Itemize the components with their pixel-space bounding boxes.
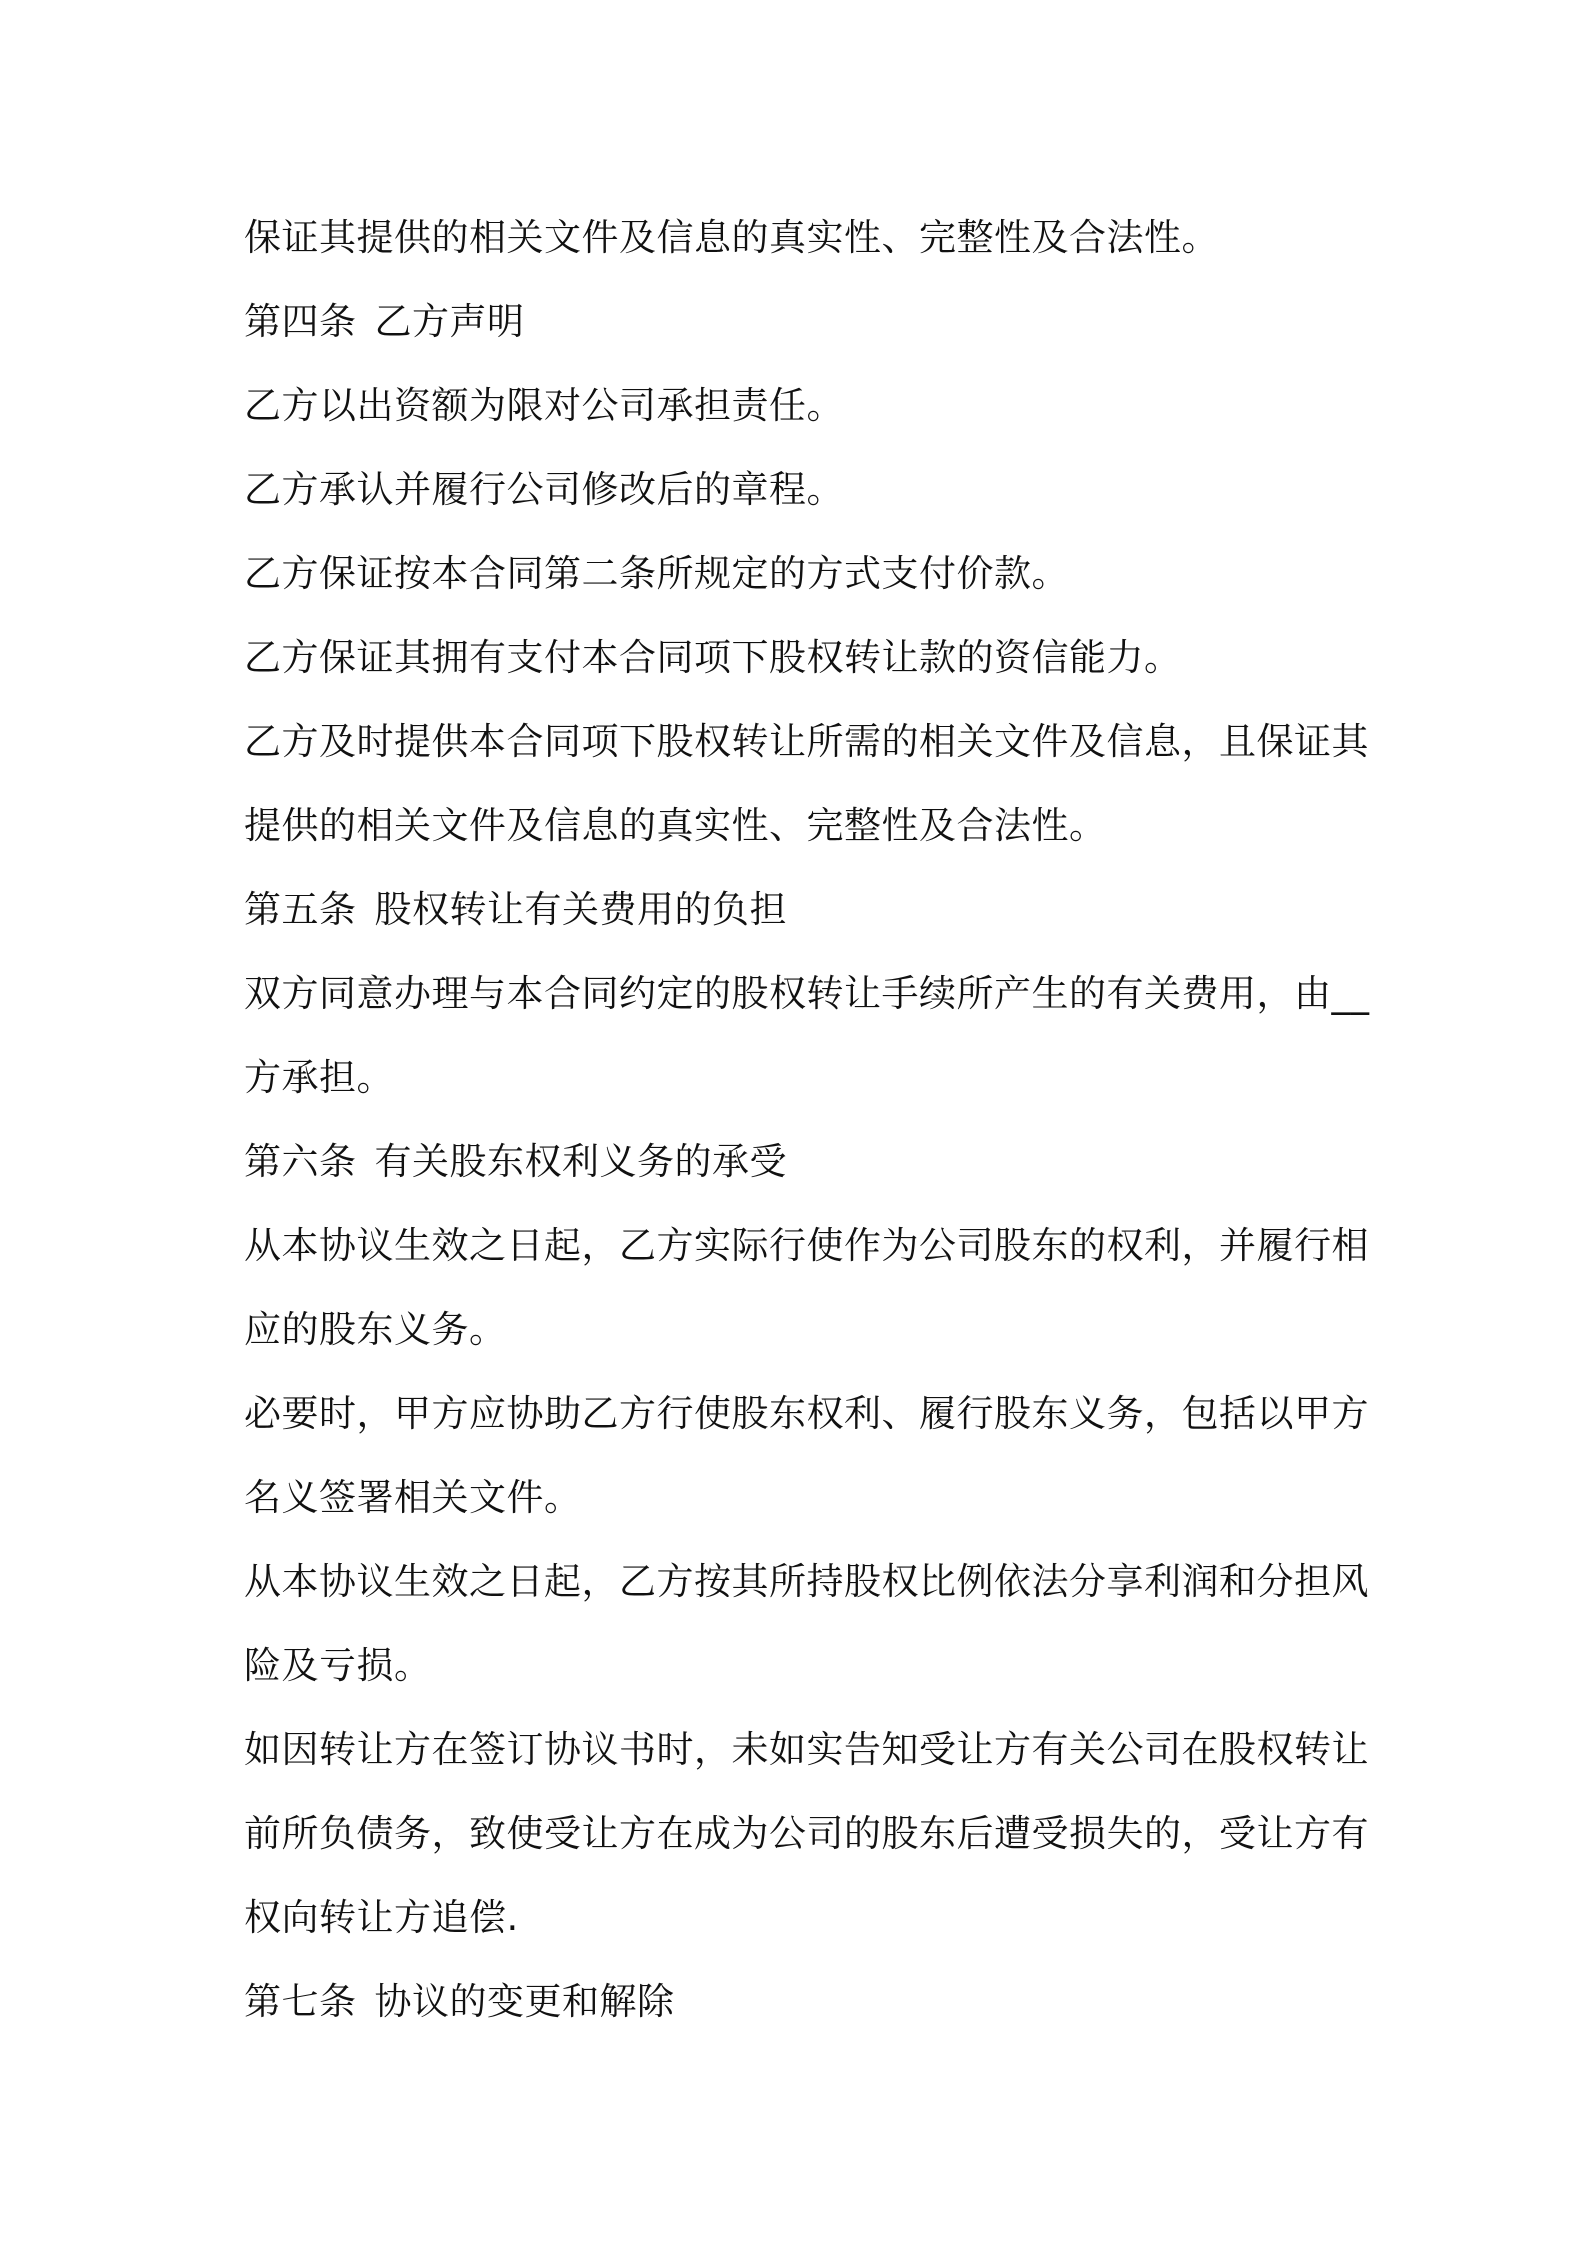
article-number: 第六条 <box>244 1140 357 1183</box>
article-heading <box>244 868 1364 952</box>
article-heading <box>244 1120 1364 1204</box>
paragraph-line: 提供的相关文件及信息的真实性、完整性及合法性。 <box>244 804 1107 847</box>
paragraph-line: 双方同意办理与本合同约定的股权转让手续所产生的有关费用，由__ <box>244 972 1370 1015</box>
article-title: 股权转让有关费用的负担 <box>374 888 787 931</box>
paragraph-line: 方承担。 <box>244 1056 394 1099</box>
article-heading <box>244 280 1364 364</box>
article-number: 第四条 <box>244 300 357 343</box>
paragraph-line: 必要时，甲方应协助乙方行使股东权利、履行股东义务，包括以甲方 <box>244 1392 1369 1435</box>
paragraph-line: 险及亏损。 <box>244 1644 432 1687</box>
document-body <box>244 196 1370 2044</box>
paragraph-line: 乙方承认并履行公司修改后的章程。 <box>244 468 844 511</box>
article-number: 第七条 <box>244 1980 357 2023</box>
paragraph-line: 从本协议生效之日起，乙方按其所持股权比例依法分享利润和分担风 <box>244 1560 1369 1603</box>
paragraph-line: 乙方以出资额为限对公司承担责任。 <box>244 384 844 427</box>
article-title: 协议的变更和解除 <box>374 1980 675 2023</box>
article-number: 第五条 <box>244 888 357 931</box>
article-title: 乙方声明 <box>374 300 525 343</box>
paragraph-line: 从本协议生效之日起，乙方实际行使作为公司股东的权利，并履行相 <box>244 1224 1369 1267</box>
paragraph-line: 如因转让方在签订协议书时，未如实告知受让方有关公司在股权转让 <box>244 1728 1369 1771</box>
paragraph-line: 前所负债务，致使受让方在成为公司的股东后遭受损失的，受让方有 <box>244 1812 1369 1855</box>
paragraph-line: 乙方保证按本合同第二条所规定的方式支付价款。 <box>244 552 1069 595</box>
paragraph-line: 保证其提供的相关文件及信息的真实性、完整性及合法性。 <box>244 216 1219 259</box>
paragraph-line: 应的股东义务。 <box>244 1308 507 1351</box>
paragraph-line: 乙方保证其拥有支付本合同项下股权转让款的资信能力。 <box>244 636 1182 679</box>
paragraph-line: 名义签署相关文件。 <box>244 1476 582 1519</box>
paragraph-line: 权向转让方追偿. <box>244 1896 519 1939</box>
article-title: 有关股东权利义务的承受 <box>374 1140 787 1183</box>
article-heading <box>244 1960 1364 2044</box>
paragraph-line: 乙方及时提供本合同项下股权转让所需的相关文件及信息，且保证其 <box>244 720 1369 763</box>
